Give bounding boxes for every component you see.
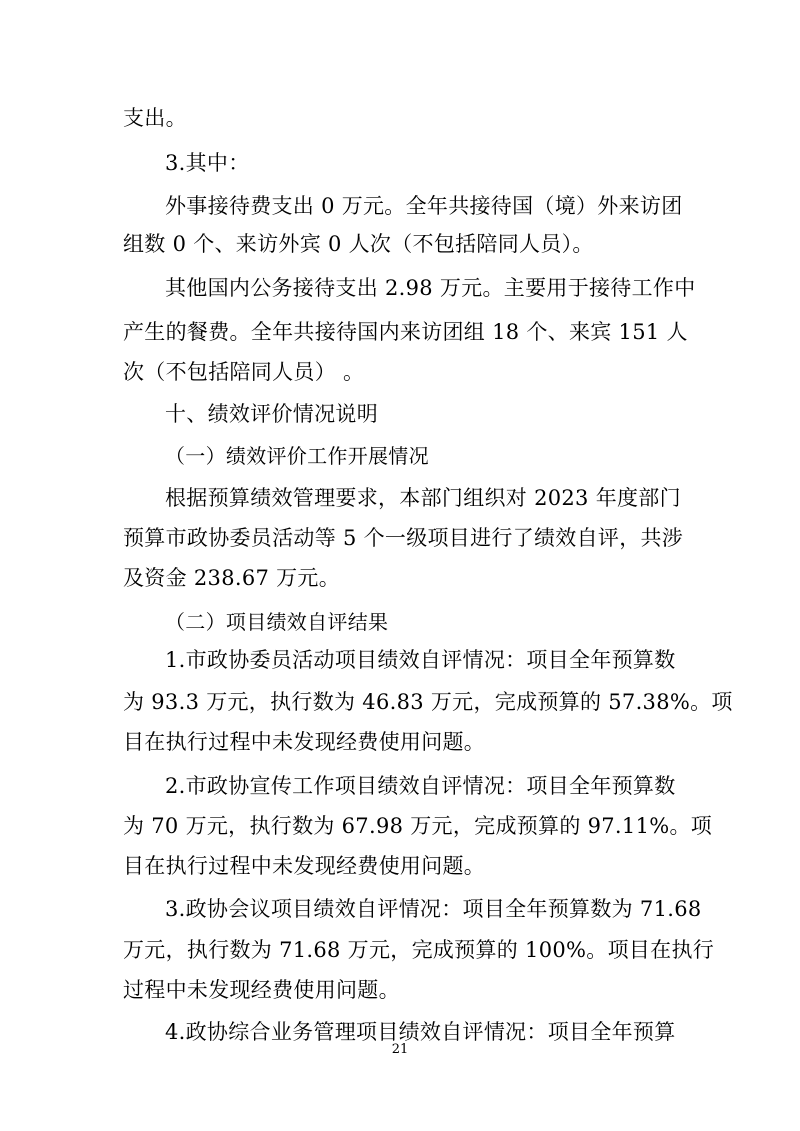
text-line: 为 70 万元，执行数为 67.98 万元，完成预算的 97.11%。项 [123,814,713,838]
section-heading: 十、绩效评价情况说明 [165,402,378,426]
text-line: 3.政协会议项目绩效自评情况：项目全年预算数为 71.68 [165,897,702,921]
text-line: 次（不包括陪同人员） 。 [123,360,365,384]
text-line: 外事接待费支出 0 万元。全年共接待国（境）外来访团 [165,194,683,218]
text-line: 及资金 238.67 万元。 [123,566,341,590]
text-line: 4.政协综合业务管理项目绩效自评情况：项目全年预算 [165,1020,676,1044]
text-line: 3.其中： [165,151,250,175]
text-line: 为 93.3 万元，执行数为 46.83 万元，完成预算的 57.38%。项 [123,690,733,714]
text-line: 目在执行过程中未发现经费使用问题。 [123,854,486,878]
text-line: 目在执行过程中未发现经费使用问题。 [123,730,486,754]
page-number: 21 [391,1042,409,1057]
subsection-heading: （二）项目绩效自评结果 [165,610,389,634]
text-line: 组数 0 个、来访外宾 0 人次（不包括陪同人员）。 [123,232,594,256]
text-line: 预算市政协委员活动等 5 个一级项目进行了绩效自评，共涉 [123,526,684,550]
text-line: 过程中未发现经费使用问题。 [123,978,400,1002]
text-line: 万元，执行数为 71.68 万元，完成预算的 100%。项目在执行 [123,938,715,962]
text-line: 产生的餐费。全年共接待国内来访团组 18 个、来宾 151 人 [123,320,688,344]
subsection-heading: （一）绩效评价工作开展情况 [165,444,429,468]
text-line: 支出。 [123,106,187,130]
text-line: 2.市政协宣传工作项目绩效自评情况：项目全年预算数 [165,774,676,798]
text-line: 根据预算绩效管理要求，本部门组织对 2023 年度部门 [165,486,681,510]
text-line: 其他国内公务接待支出 2.98 万元。主要用于接待工作中 [165,276,696,300]
text-line: 1.市政协委员活动项目绩效自评情况：项目全年预算数 [165,648,676,672]
